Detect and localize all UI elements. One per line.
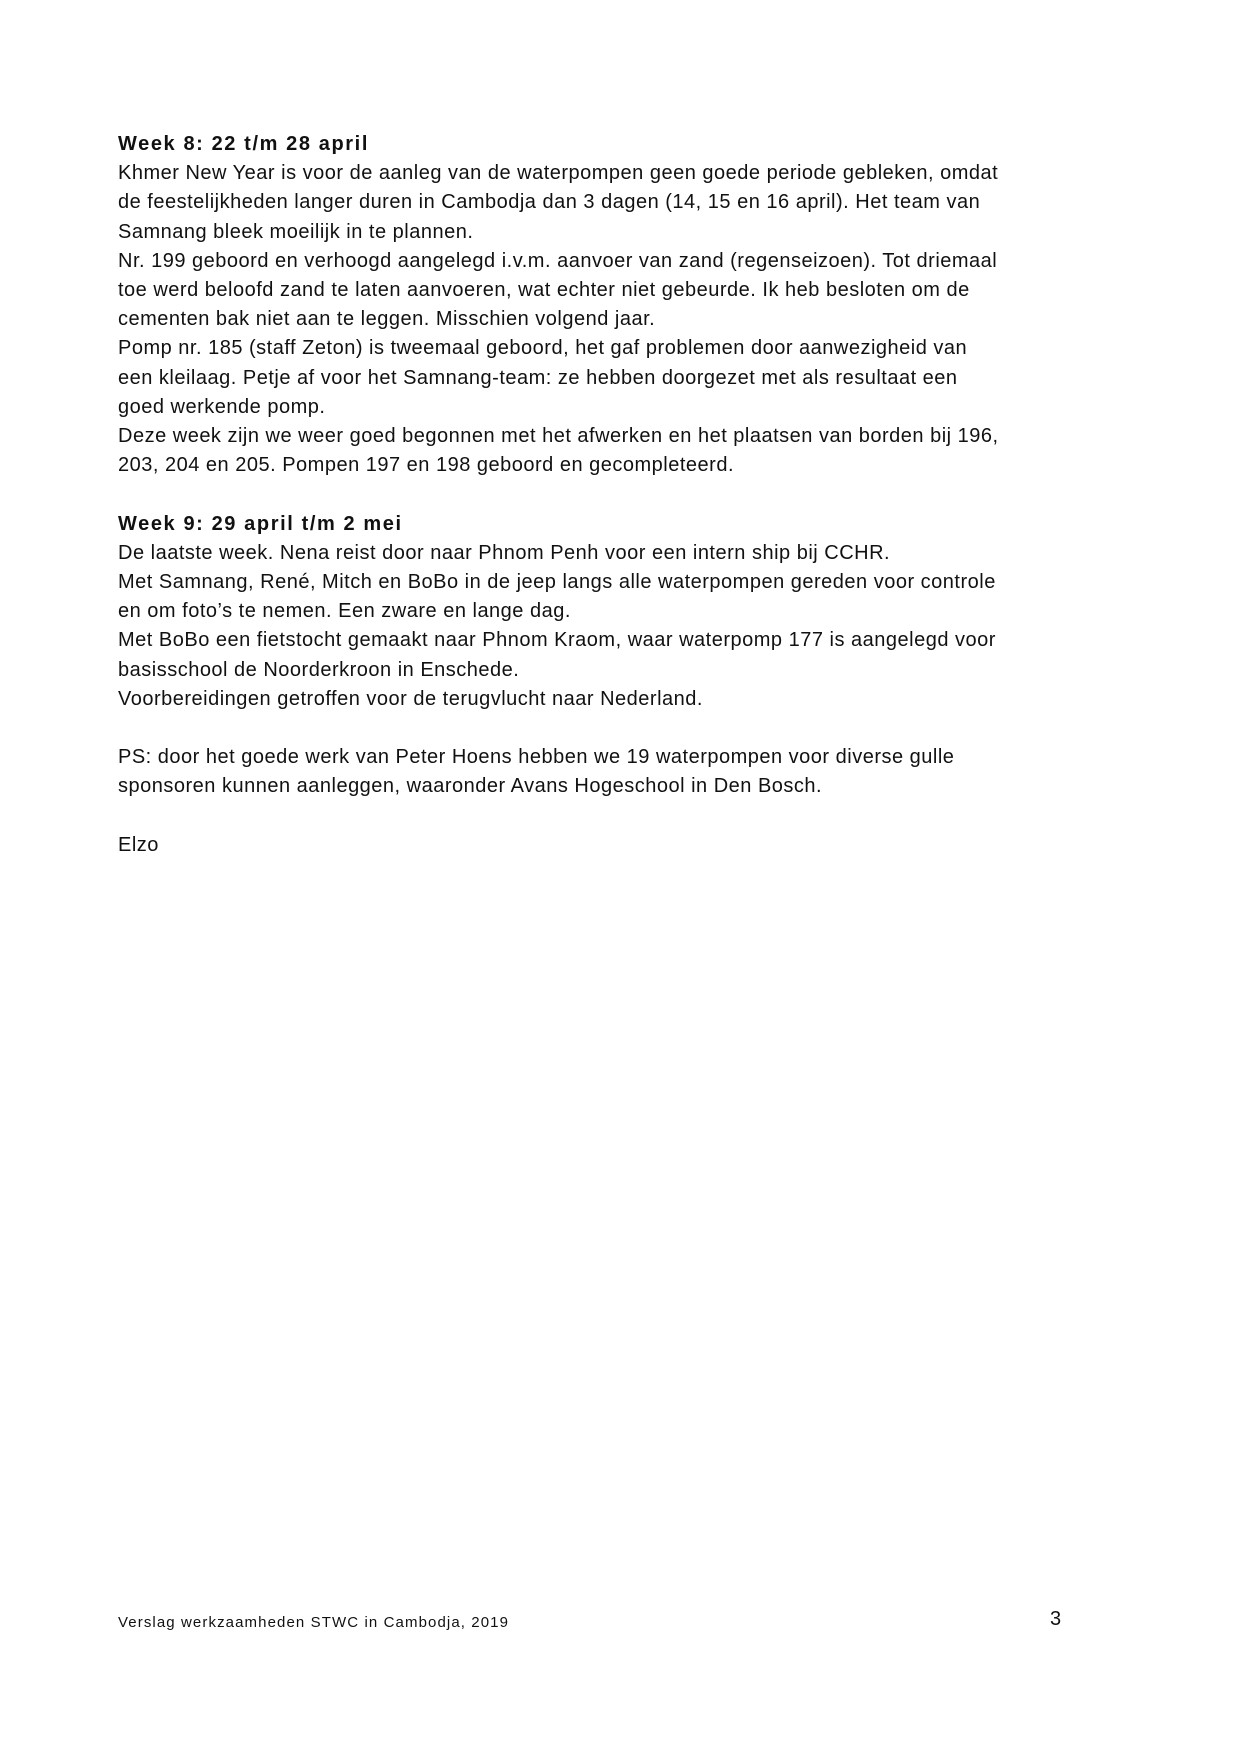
section-heading: Week 8: 22 t/m 28 april: [118, 133, 369, 155]
section-week-9: [118, 510, 1128, 714]
body-line: goed werkende pomp.: [118, 395, 326, 418]
body-line: cementen bak niet aan te leggen. Misschien volgend jaar.: [118, 308, 656, 331]
signature: [118, 831, 1128, 860]
body-line: Voorbereidingen getroffen voor de terugvlucht naar Nederland.: [118, 687, 703, 710]
body-line: Pomp nr. 185 (staff Zeton) is tweemaal geboord, het gaf problemen door aanwezigheid van: [118, 337, 968, 360]
body-line: De laatste week. Nena reist door naar Phnom Penh voor een intern ship bij CCHR.: [118, 541, 891, 564]
body-line: basisschool de Noorderkroon in Enschede.: [118, 658, 520, 681]
body-line: Met BoBo een fietstocht gemaakt naar Phnom Kraom, waar waterpomp 177 is aangelegd voor: [118, 629, 996, 652]
postscript-line: sponsoren kunnen aanleggen, waaronder Avans Hogeschool in Den Bosch.: [118, 775, 823, 798]
body-line: en om foto’s te nemen. Een zware en lange dag.: [118, 600, 571, 623]
body-line: Nr. 199 geboord en verhoogd aangelegd i.v.m. aanvoer van zand (regenseizoen). Tot driemaal: [118, 249, 998, 272]
body-line: Deze week zijn we weer goed begonnen met het afwerken en het plaatsen van borden bij 196,: [118, 425, 999, 448]
section-week-8: [118, 130, 1128, 480]
page-number: 3: [1050, 1608, 1062, 1630]
signature-name: Elzo: [118, 833, 159, 856]
body-line: Samnang bleek moeilijk in te plannen.: [118, 220, 474, 243]
body-line: toe werd beloofd zand te laten aanvoeren, wat echter niet gebeurde. Ik heb besloten om de: [118, 279, 970, 302]
body-line: Met Samnang, René, Mitch en BoBo in de jeep langs alle waterpompen gereden voor controle: [118, 571, 996, 594]
body-line: een kleilaag. Petje af voor het Samnang-team: ze hebben doorgezet met als resultaat een: [118, 366, 958, 389]
body-line: Khmer New Year is voor de aanleg van de waterpompen geen goede periode gebleken, omdat: [118, 162, 999, 185]
body-line: 203, 204 en 205. Pompen 197 en 198 geboord en gecompleteerd.: [118, 454, 735, 477]
document-body: [118, 130, 1128, 889]
body-line: de feestelijkheden langer duren in Cambodja dan 3 dagen (14, 15 en 16 april). Het team van: [118, 191, 981, 214]
footer-text: Verslag werkzaamheden STWC in Cambodja, 2019: [118, 1614, 510, 1631]
postscript: [118, 743, 1128, 801]
section-heading: Week 9: 29 april t/m 2 mei: [118, 512, 403, 535]
postscript-line: PS: door het goede werk van Peter Hoens hebben we 19 waterpompen voor diverse gulle: [118, 746, 955, 769]
